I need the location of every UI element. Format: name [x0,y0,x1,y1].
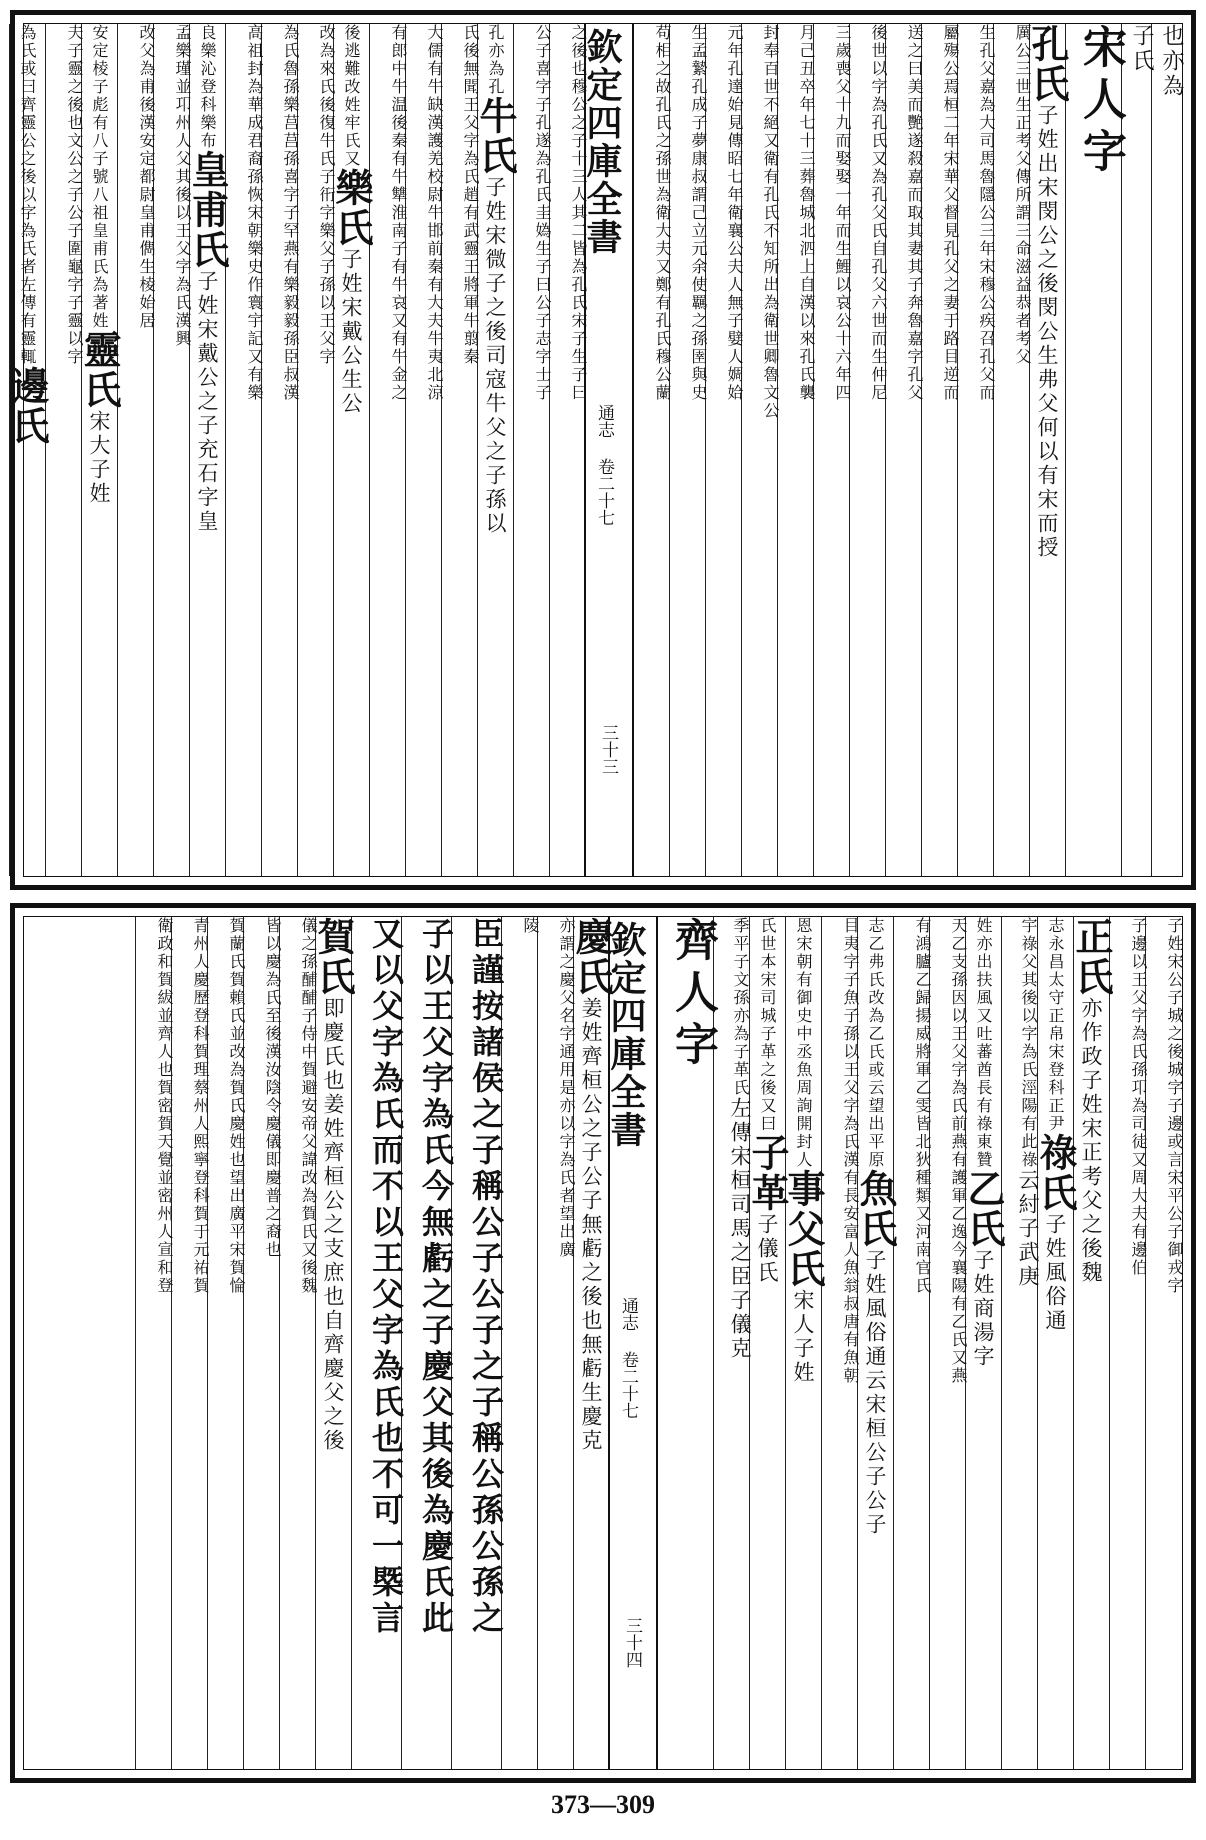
text-column [549,24,586,876]
column-text: 大儒有牛缺漢護羌校尉牛邯前秦有大夫牛夷北涼 [425,24,444,402]
clan-heading: 正氏 [1069,917,1114,997]
column-text: 恩宋朝有御史中丞魚周詢開封人 [794,917,813,1169]
column-text: 子姓宋公子城之後城字子邊或言宋平公子御戎字 [1165,917,1184,1295]
top-page [5,10,1196,890]
clan-heading: 慶氏 [569,917,614,997]
column-text: 為氏或曰齊靈公之後以字為氏者左傳有靈輒 [18,24,37,366]
text-column [171,917,208,1769]
text-column [813,24,850,876]
fascicle-label: 通志 卷二十七 [618,1297,638,1419]
column-note: 姜姓齊桓公之子公子無虧之後也無虧生慶克 [579,997,603,1453]
column-text: 良樂沁登科樂布 [198,24,217,150]
column-text: 季平子文孫亦為子革氏 [731,917,750,1097]
column-note: 子姓商湯字 [971,1249,995,1369]
column-text: 改父為甫後漢安定都尉皇甫儁生棱始居 [137,24,156,330]
clan-heading: 子革 [745,1133,790,1213]
text-column [1069,917,1114,1769]
clan-heading: 邊氏 [5,366,50,446]
column-text: 臣謹按諸侯之子稱公子公子之子稱公孫公孫之 [467,917,505,1637]
clan-heading: 皇甫氏 [185,150,230,270]
column-text: 氏世本宋司城子革之後又曰 [758,917,777,1133]
column-note: 子姓風俗通云宋桓公子公子 [863,1249,887,1537]
text-column [297,24,334,876]
column-text: 生孟縶孔成子夢康叔謂己立元余使羈之孫圉與史 [689,24,708,402]
fascicle-label: 通志 卷二十七 [594,404,614,526]
column-note: 即慶氏也姜姓齊桓公之支庶也自齊慶父之後 [321,997,345,1453]
center-banner [605,917,658,1769]
clan-heading: 魚氏 [853,1169,898,1249]
text-column [473,24,518,876]
text-column [569,917,614,1769]
text-column [777,24,814,876]
region-heading [657,917,718,1769]
column-text: 儀之孫酺酺子侍中賀避安帝父諱改為賀氏又後魏 [299,917,318,1295]
text-column [401,917,455,1769]
text-column [513,24,550,876]
text-column [893,917,930,1769]
text-column [1109,917,1146,1769]
column-text: 夫子靈之後也文公之子公子圍龜字子靈以字 [65,24,84,366]
center-banner [581,24,634,876]
column-note: 云紂子武庚 [1016,1169,1040,1289]
column-text: 之後也穆公之子十三人其二皆為孔氏宋子生子曰 [569,24,588,402]
column-text: 公子喜字子孔遂為孔氏圭媯生子曰公子志字士子 [533,24,552,402]
text-column [225,24,262,876]
text-column [329,24,374,876]
region-heading-text: 齊人字 [667,917,718,1073]
text-column [243,917,280,1769]
column-text: 月己丑卒年七十三葬魯城北泗上自漢以來孔氏襲 [797,24,816,402]
folio-number: 三十四 [622,1617,642,1668]
text-column [261,24,298,876]
column-text: 皆以慶為氏至後漢汝陰令慶儀即慶普之裔也 [263,917,282,1259]
text-column [185,24,230,876]
text-column [207,917,244,1769]
text-column [705,24,742,876]
column-text: 厲公三世生正考父傳所謂三命滋益恭者考父 [1013,24,1032,366]
text-column [921,24,958,876]
bottom-page [10,903,1196,1783]
column-text: 子以王父字為氏今無虧之子慶父其後為慶氏此 [417,917,455,1637]
text-column [369,24,406,876]
column-note: 子姓風俗通 [1043,1213,1067,1333]
column-text: 改為來氏後復牛氏子衎字樂父子孫以王父字 [317,24,336,366]
column-note: 亦作政子姓宋正考父之後魏 [1079,997,1103,1285]
clan-heading: 樂氏 [329,168,374,248]
clan-heading: 靈氏 [77,330,122,410]
column-text: 屬殤公焉桓二年宋華父督見孔父之妻于路目逆而 [941,24,960,402]
text-column [713,917,750,1769]
column-text: 子邊以王父字為氏孫卭為司徒又周大夫有邊伯 [1129,917,1148,1277]
book-title: 欽定四庫全書 [581,28,623,256]
bottom-page-frame [23,916,1183,1770]
column-text: 亦謂之慶父名字通用是亦以字為氏者望出廣 [557,917,576,1259]
column-text: 封奉百世不絕又衛有孔氏不知所出為衛世卿魯文公 [761,24,780,420]
column-note: 宋人子姓 [791,1289,815,1385]
top-page-frame [5,23,1184,877]
column-text: 元年孔達始見傳昭七年衛襄公夫人無子嬖人婤姶 [725,24,744,402]
column-text: 宋人字 [1075,24,1126,180]
column-text: 後逃難改姓牢氏又 [342,24,361,168]
text-column [781,917,826,1769]
column-note: 子姓宋戴公之子充石字皇 [195,270,219,534]
text-column [633,24,670,876]
text-column [849,24,886,876]
text-column [821,917,858,1769]
text-column [5,24,50,876]
column-text: 陵 [521,917,540,935]
text-column [1065,24,1126,876]
folio-number: 三十三 [598,724,618,775]
text-column [311,917,356,1769]
column-text: 姓亦出扶風又吐蕃酋長有祿東贊 [974,917,993,1169]
text-column [1001,917,1038,1769]
text-column [351,917,405,1769]
column-text: 有鴻臚乙歸揚威將軍乙雯皆北狄種類又河南官氏 [913,917,932,1295]
column-text: 志永昌太守正帛宋登科正尹 [1046,917,1065,1133]
column-text: 送之曰美而艷遂殺嘉而取其妻其子奔魯嘉字孔父 [905,24,924,402]
text-column [153,24,190,876]
clan-heading: 賀氏 [311,917,356,997]
text-column [501,917,538,1769]
text-column [405,24,442,876]
text-column [885,24,922,876]
text-column [135,917,172,1769]
column-text: 三歲喪父十九而娶娶一年而生鯉以哀公十六年四 [833,24,852,402]
column-text: 宇祿父其後以字為氏涇陽有此祿 [1019,917,1038,1169]
text-column [537,917,574,1769]
text-column [279,917,316,1769]
column-note: 子姓宋微子之後司寇牛父之子孫以 [483,176,507,536]
clan-heading: 事父氏 [781,1169,826,1289]
clan-heading: 孔氏 [1025,24,1070,104]
column-text: 賀蘭氏賀賴氏並改為賀氏慶姓也望出廣平宋賀惀 [227,917,246,1295]
text-column [117,24,154,876]
text-column [77,24,122,876]
text-column [1033,917,1078,1769]
column-text: 也亦為 [1159,24,1184,99]
text-column [993,24,1030,876]
column-text: 生孔父嘉為大司馬魯隱公三年宋穆公疾召孔父而 [977,24,996,402]
text-column [1145,917,1182,1769]
column-note: 宋大子姓 [87,410,111,506]
column-note: 子姓出宋閔公之後閔公生弗父何以有宋而授 [1035,104,1059,560]
text-column [741,24,778,876]
text-column [853,917,898,1769]
clan-heading: 祿氏 [1033,1133,1078,1213]
column-text: 高祖封為華成君裔孫恢宋朝樂史作寰宇記又有樂 [245,24,264,402]
column-text: 安定棱子彪有八子號八祖皇甫氏為著姓 [90,24,109,330]
column-text: 有郎中牛温後秦有牛犨淮南子有牛哀又有牛金之 [389,24,408,402]
column-text: 為氏魯孫樂莒莒孫喜字子罕燕有樂毅毅孫臣叔漢 [281,24,300,402]
text-column [957,24,994,876]
column-note: 子姓宋戴公生公 [339,248,363,416]
text-column [1151,24,1182,876]
column-note: 左傳宋桓司馬之臣子儀克 [728,1097,752,1361]
text-column [451,917,505,1769]
text-column [669,24,706,876]
column-text: 天乙支孫因以王父字為氏前燕有護軍乙逸今襄陽有乙氏又燕 [949,917,968,1385]
book-title: 欽定四庫全書 [605,921,647,1149]
column-text: 志乙弗氏改為乙氏或云望出平原 [866,917,885,1169]
text-column [929,917,966,1769]
column-text: 氏後無聞王父字為氏趙有武靈王將軍牛翦秦 [461,24,480,366]
text-column [45,24,82,876]
column-text: 子氏 [1129,24,1154,74]
page-number: 373—309 [551,1790,655,1819]
column-text: 衛政和賀紱並齊人也賀密賀天覺並密州人宣和登 [155,917,174,1295]
column-text: 孔亦為孔 [486,24,505,96]
text-column [745,917,790,1769]
text-column [961,917,1006,1769]
column-text: 苟相之故孔氏之孫世為衛大夫又鄭有孔氏穆公蘭 [653,24,672,402]
text-column [441,24,478,876]
column-text: 後世以字為孔氏又為孔父氏自孔父六世而生仲尼 [869,24,888,402]
column-text: 目夷字子魚子孫以王父字為氏漢有長安富人魚翁叔唐有魚朝 [841,917,860,1385]
column-text: 又以父字為氏而不以王父字為氏也不可一槩言 [367,917,405,1637]
column-text: 孟樂瑾並卭州人父其後以王父字為氏漢興 [173,24,192,348]
clan-heading: 牛氏 [473,96,518,176]
column-text: 青州人慶歷登科賀理蔡州人熙寧登科賀于元祐賀 [191,917,210,1295]
column-note: 子儀氏 [755,1213,779,1285]
clan-heading: 乙氏 [961,1169,1006,1249]
text-column [1025,24,1070,876]
